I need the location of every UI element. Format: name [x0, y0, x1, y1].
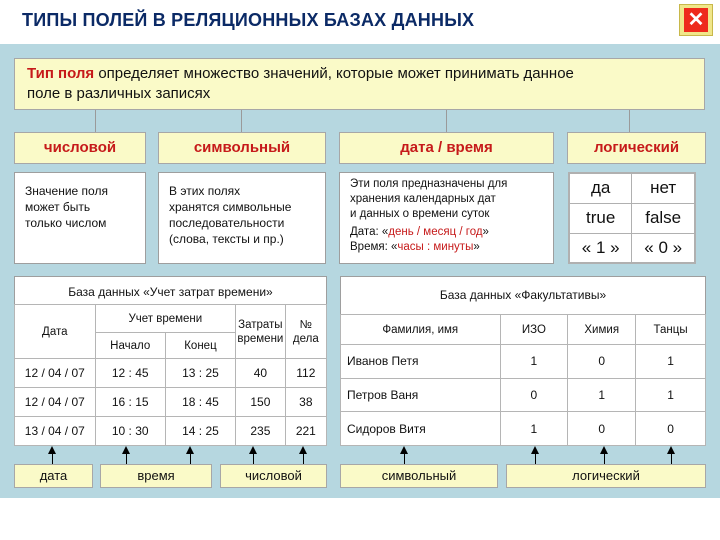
table-row — [569, 173, 695, 203]
desc-line: хранятся символьные — [169, 200, 292, 214]
table-cell: false — [632, 203, 695, 233]
label-numeric: числовой — [220, 464, 327, 488]
table-cell: 12 : 45 — [95, 359, 165, 388]
table-cell: 12 / 04 / 07 — [15, 388, 96, 417]
column-header: Затраты времени — [236, 305, 286, 359]
page-title: ТИПЫ ПОЛЕЙ В РЕЛЯЦИОННЫХ БАЗАХ ДАННЫХ — [22, 10, 475, 30]
column-header: Учет времени — [95, 305, 236, 333]
db-title-time: База данных «Учет затрат времени» — [68, 285, 273, 299]
desc-line: может быть — [25, 200, 91, 214]
desc-line: В этих полях — [169, 184, 241, 198]
desc-line: хранения календарных дат — [350, 193, 496, 205]
table-cell: 1 — [636, 345, 706, 379]
table-cell: « 0 » — [632, 233, 695, 263]
table-cell: 1 — [500, 412, 568, 446]
logical-values-table — [568, 172, 696, 264]
desc-numeric — [14, 172, 146, 264]
intro-highlight: Тип поля — [27, 65, 95, 82]
slide-header — [0, 0, 720, 44]
connector — [95, 110, 96, 132]
table-cell: « 1 » — [569, 233, 632, 263]
desc-line: и данных о времени суток — [350, 208, 490, 220]
db-table-time — [14, 304, 327, 446]
type-header-logical: логический — [567, 132, 706, 164]
arrow-up-icon — [249, 446, 257, 454]
arrow-up-icon — [600, 446, 608, 454]
table-cell: 0 — [568, 412, 636, 446]
table-cell: 0 — [636, 412, 706, 446]
date-format: день / месяц / год — [388, 226, 483, 238]
column-header: Конец — [165, 333, 235, 359]
table-row — [341, 345, 706, 379]
column-header: № дела — [285, 305, 326, 359]
table-cell: Иванов Петя — [341, 345, 501, 379]
table-cell: 13 : 25 — [165, 359, 235, 388]
column-header: Фамилия, имя — [341, 315, 501, 345]
table-cell: 0 — [568, 345, 636, 379]
table-row — [341, 412, 706, 446]
table-cell: Петров Ваня — [341, 378, 501, 412]
close-icon: ✕ — [684, 8, 708, 32]
table-row — [569, 233, 695, 263]
table-cell: 12 / 04 / 07 — [15, 359, 96, 388]
table-row — [569, 203, 695, 233]
table-cell: 14 : 25 — [165, 417, 235, 446]
column-header: ИЗО — [500, 315, 568, 345]
desc-line: Эти поля предназначены для — [350, 178, 508, 190]
db-title-electives: База данных «Факультативы» — [439, 288, 607, 302]
arrow-up-icon — [400, 446, 408, 454]
table-cell: 1 — [636, 378, 706, 412]
arrow-up-icon — [122, 446, 130, 454]
column-header: Начало — [95, 333, 165, 359]
date-suffix: » — [482, 226, 489, 238]
date-format-line — [350, 225, 543, 240]
table-header-row — [15, 305, 327, 333]
table-cell: 40 — [236, 359, 286, 388]
arrow-up-icon — [299, 446, 307, 454]
table-row — [15, 359, 327, 388]
connector — [446, 110, 447, 132]
table-cell: 18 : 45 — [165, 388, 235, 417]
db-table-electives — [340, 314, 706, 446]
table-cell: 1 — [568, 378, 636, 412]
connector — [241, 110, 242, 132]
type-header-datetime: дата / время — [339, 132, 554, 164]
arrow-up-icon — [48, 446, 56, 454]
table-row — [341, 378, 706, 412]
time-prefix: Время: « — [350, 241, 398, 253]
label-time: время — [100, 464, 212, 488]
type-header-numeric: числовой — [14, 132, 146, 164]
desc-line: только числом — [25, 216, 107, 230]
desc-datetime — [339, 172, 554, 264]
label-logical: логический — [506, 464, 706, 488]
table-cell: 235 — [236, 417, 286, 446]
table-cell: 150 — [236, 388, 286, 417]
column-header: Дата — [15, 305, 96, 359]
table-header-row — [341, 315, 706, 345]
time-format: часы : минуты — [397, 241, 474, 253]
table-cell: 0 — [500, 378, 568, 412]
table-cell: 1 — [500, 345, 568, 379]
footer-area — [0, 498, 720, 540]
desc-symbolic — [158, 172, 326, 264]
intro-box — [14, 58, 705, 110]
table-cell: true — [569, 203, 632, 233]
table-cell: 13 / 04 / 07 — [15, 417, 96, 446]
table-row — [15, 388, 327, 417]
arrow-up-icon — [667, 446, 675, 454]
arrow-up-icon — [186, 446, 194, 454]
desc-line: последовательности — [169, 216, 285, 230]
desc-line: Значение поля — [25, 184, 108, 198]
table-cell: 38 — [285, 388, 326, 417]
column-header: Химия — [568, 315, 636, 345]
type-header-symbolic: символьный — [158, 132, 326, 164]
label-date: дата — [14, 464, 93, 488]
connector — [629, 110, 630, 132]
table-cell: да — [569, 173, 632, 203]
label-symbolic: символьный — [340, 464, 498, 488]
time-suffix: » — [473, 241, 480, 253]
table-cell: 221 — [285, 417, 326, 446]
close-button[interactable] — [679, 4, 713, 36]
arrow-up-icon — [531, 446, 539, 454]
time-format-line — [350, 240, 543, 255]
table-cell: 16 : 15 — [95, 388, 165, 417]
table-row — [15, 417, 327, 446]
table-cell: 112 — [285, 359, 326, 388]
table-cell: 10 : 30 — [95, 417, 165, 446]
intro-text-1: определяет множество значений, которые может принимать данное — [94, 65, 574, 82]
table-cell: Сидоров Витя — [341, 412, 501, 446]
column-header: Танцы — [636, 315, 706, 345]
table-cell: нет — [632, 173, 695, 203]
date-prefix: Дата: « — [350, 226, 389, 238]
intro-text-2: поле в различных записях — [27, 85, 211, 102]
desc-line: (слова, тексты и пр.) — [169, 232, 284, 246]
